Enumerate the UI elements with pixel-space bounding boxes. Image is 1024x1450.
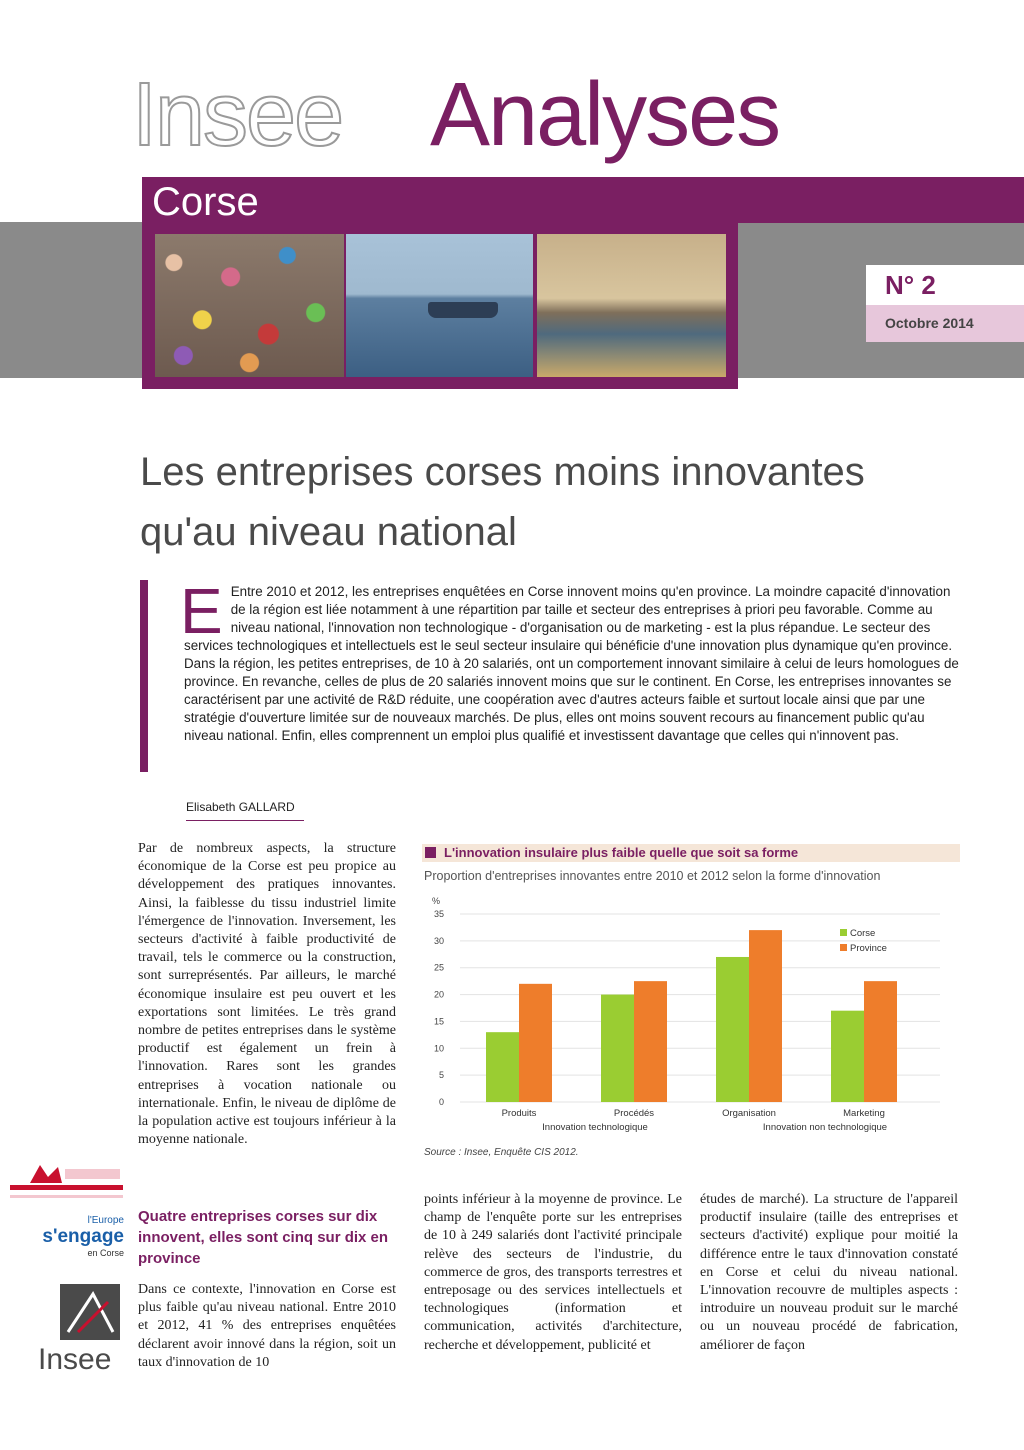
y-tick-label: 25	[433, 962, 444, 973]
chart-title: L'innovation insulaire plus faible quelle que soit sa forme	[444, 845, 799, 860]
region-logo-underline	[10, 1195, 123, 1198]
region-logo	[10, 1163, 123, 1205]
europe-logo	[40, 1215, 124, 1269]
region-logo-emblem	[30, 1165, 62, 1183]
europe-logo-line3: en Corse	[87, 1248, 124, 1258]
x-tick-label: Produits	[501, 1108, 537, 1119]
bar-chart	[420, 890, 960, 1145]
legend-label-corse: Corse	[850, 928, 876, 939]
issue-date: Octobre 2014	[885, 315, 974, 331]
x-group-label: Innovation technologique	[542, 1122, 648, 1133]
photo-harbor	[537, 234, 726, 377]
brand-analyses: Analyses	[430, 65, 780, 165]
region-logo-text-block	[65, 1169, 120, 1179]
brand-insee: Insee	[132, 65, 343, 165]
body-column-2: points inférieur à la moyenne de province. Le champ de l'enquête porte sur les entreprises de 10 à 249 salariés dont l'activité principale relève des secteurs de l'industrie, du commerce de gros, des transports terrestres et entreposage ou des services intellectuels et technologiques (information et communication, activités d'architecture, recherche et développement, publicité et	[424, 1192, 682, 1353]
y-tick-label: 20	[433, 989, 444, 1000]
y-tick-label: 15	[433, 1016, 444, 1027]
author-rule	[186, 820, 304, 821]
bar-province-1	[634, 981, 667, 1102]
issue-number: N° 2	[885, 270, 936, 300]
abstract-dropcap: E	[180, 575, 223, 647]
header-purple-band	[142, 177, 1024, 223]
bar-province-3	[864, 981, 897, 1102]
legend-swatch-corse	[840, 929, 847, 936]
body-column-1-continued: Dans ce contexte, l'innovation en Corse est plus faible qu'au niveau national. Entre 2010 et 2012, 41 % des entreprises enquêtées déclarent avoir innové dans la région, soit un taux d'innovation de 10	[138, 1282, 396, 1370]
abstract-text: Entre 2010 et 2012, les entreprises enquêtées en Corse innovent moins qu'en province. La moindre capacité d'innovation de la région est liée notamment à une répartition par taille et secteur des entreprises à priori peu favorable. Comme au niveau national, l'innovation non technologique - d'organisation ou de marketing - est la plus répandue. Le secteur des services technologiques et intellectuels est le seul secteur insulaire qui bénéficie d'une innovation plus dynamique qu'en province. Dans la région, les petites entreprises, de 10 à 20 salariés, ont un comportement innovant similaire à celui de leurs homologues de province. En revanche, celles de plus de 20 salariés innovent moins que sur le continent. En Corse, les entreprises innovantes se caractérisent par une activité de R&D réduite, une coopération avec d'autres acteurs faible et surtout locale ainsi que par une stratégie d'ouverture limitée sur de nouveaux marchés. De plus, elles ont moins souvent recours au financement public qu'au niveau national. Enfin, elles comprennent un emploi plus qualifié et investissent davantage que celles qui n'innovent pas.	[184, 584, 959, 743]
bar-corse-0	[486, 1032, 519, 1102]
bar-corse-2	[716, 957, 749, 1102]
europe-logo-line2: s'engage	[42, 1226, 124, 1247]
bar-province-2	[749, 930, 782, 1102]
region-label: Corse	[152, 180, 259, 224]
legend-label-province: Province	[850, 943, 887, 954]
region-logo-stripe	[10, 1185, 123, 1190]
y-tick-label: 10	[433, 1043, 444, 1054]
europe-logo-line1: l'Europe	[87, 1215, 124, 1226]
abstract	[180, 575, 961, 745]
insee-logo-mark	[38, 1282, 126, 1342]
ferry-shape	[428, 302, 498, 318]
insee-logo	[38, 1282, 126, 1376]
article-title: Les entreprises corses moins innovantes qu'au niveau national	[140, 450, 865, 554]
bar-corse-3	[831, 1011, 864, 1102]
chart-header-square	[425, 847, 436, 858]
y-axis-unit: %	[432, 896, 441, 906]
x-tick-label: Marketing	[843, 1108, 885, 1119]
chart-source: Source : Insee, Enquête CIS 2012.	[424, 1147, 579, 1158]
y-tick-label: 5	[438, 1070, 444, 1081]
abstract-bar	[140, 580, 148, 772]
photo-crowd	[155, 234, 344, 377]
x-tick-label: Organisation	[722, 1108, 776, 1119]
y-tick-label: 30	[433, 935, 444, 946]
x-group-label: Innovation non technologique	[762, 1122, 888, 1133]
legend-swatch-province	[840, 944, 847, 951]
insee-logo-text: Insee	[38, 1343, 112, 1376]
bar-corse-1	[601, 995, 634, 1102]
section-subheading: Quatre entreprises corses sur dix innovent, elles sont cinq sur dix en province	[138, 1208, 389, 1267]
bar-province-0	[519, 984, 552, 1102]
y-tick-label: 35	[433, 909, 444, 919]
chart-subtitle: Proportion d'entreprises innovantes entre 2010 et 2012 selon la forme d'innovation	[424, 869, 881, 883]
x-tick-label: Procédés	[613, 1108, 655, 1119]
author: Elisabeth GALLARD	[186, 800, 295, 814]
body-column-3: études de marché). La structure de l'appareil productif insulaire (taille des entreprises et secteurs d'activité) explique pour moitié la différence entre le taux d'innovation constaté en Corse et celui du niveau national. L'innovation recouvre de multiples aspects : introduire un nouveau produit sur le marché ou un nouveau procédé de fabrication, améliorer de façon	[700, 1192, 958, 1353]
body-column-1: Par de nombreux aspects, la structure économique de la Corse est peu propice au développement des pratiques innovantes. Ainsi, la faiblesse du tissu industriel limite l'émergence de l'innovation. Inversement, les secteurs d'activité à faible productivité de travail, tels le commerce ou la construction, sont surreprésentés. Par ailleurs, le marché économique insulaire est peu ouvert et les exportations sont limitées. Le très grand nombre de petites entreprises dans le système productif est également un frein à l'innovation. Rares sont les grandes entreprises à vocation nationale ou internationale. Enfin, le niveau de diplôme de la population active est toujours inférieur à la moyenne nationale.	[138, 841, 396, 1148]
y-tick-label: 0	[438, 1097, 444, 1107]
